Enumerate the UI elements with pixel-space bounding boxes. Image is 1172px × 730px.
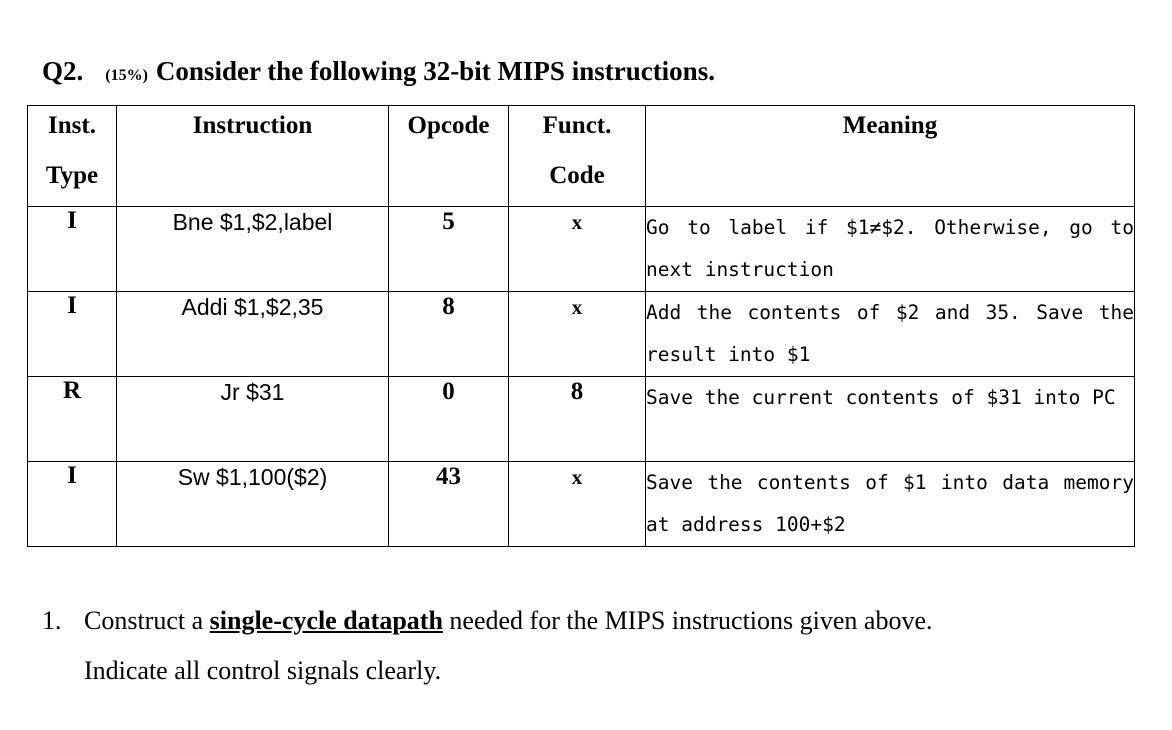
question-title: Consider the following 32-bit MIPS instructions.: [155, 56, 715, 86]
task-number: 1.: [42, 606, 62, 635]
header-opcode-label: Opcode: [407, 112, 490, 139]
table-row: [28, 207, 1135, 292]
inst-type-cell: R: [28, 377, 117, 462]
header-instruction-label: Instruction: [192, 112, 313, 139]
funct-code-cell: x: [509, 207, 646, 292]
opcode-cell: 43: [389, 462, 509, 547]
header-meaning: [646, 106, 1135, 207]
instruction-cell: Addi $1,$2,35: [117, 292, 389, 377]
funct-code-cell: x: [509, 292, 646, 377]
opcode-cell: 5: [389, 207, 509, 292]
task-text-before: Construct a: [84, 606, 210, 635]
header-funct-line1: Funct.: [542, 112, 612, 139]
inst-type-cell: I: [28, 207, 117, 292]
table-row: [28, 377, 1135, 462]
table-header-row: [28, 106, 1135, 207]
opcode-cell: 8: [389, 292, 509, 377]
header-instruction: [117, 106, 389, 207]
header-inst-type-line1: Inst.: [48, 112, 96, 139]
header-funct-code: [509, 106, 646, 207]
question-number: Q2.: [42, 56, 84, 86]
header-funct-line2: Code: [549, 162, 605, 189]
task-emphasis: single-cycle datapath: [209, 606, 443, 635]
table-row: [28, 462, 1135, 547]
funct-code-cell: x: [509, 462, 646, 547]
header-inst-type-line2: Type: [45, 162, 99, 189]
task-item: [42, 596, 1152, 696]
header-opcode: [389, 106, 509, 207]
instruction-cell: Bne $1,$2,label: [117, 207, 389, 292]
instruction-cell: Jr $31: [117, 377, 389, 462]
question-points: (15%): [105, 67, 148, 84]
inst-type-cell: I: [28, 292, 117, 377]
table-row: [28, 292, 1135, 377]
question-heading: [42, 56, 715, 92]
header-inst-type: [28, 106, 117, 207]
task-text-after: needed for the MIPS instructions given above.: [442, 606, 933, 635]
header-meaning-label: Meaning: [842, 112, 938, 139]
meaning-cell: Save the contents of $1 into data memory at address 100+$2: [646, 462, 1135, 547]
mips-instruction-table: [27, 105, 1135, 547]
meaning-cell: Add the contents of $2 and 35. Save the result into $1: [646, 292, 1135, 377]
inst-type-cell: I: [28, 462, 117, 547]
instruction-cell: Sw $1,100($2): [117, 462, 389, 547]
funct-code-cell: 8: [509, 377, 646, 462]
meaning-cell: Save the current contents of $31 into PC: [646, 377, 1135, 462]
opcode-cell: 0: [389, 377, 509, 462]
meaning-cell: Go to label if $1≠$2. Otherwise, go to next instruction: [646, 207, 1135, 292]
task-line2: Indicate all control signals clearly.: [84, 656, 442, 685]
